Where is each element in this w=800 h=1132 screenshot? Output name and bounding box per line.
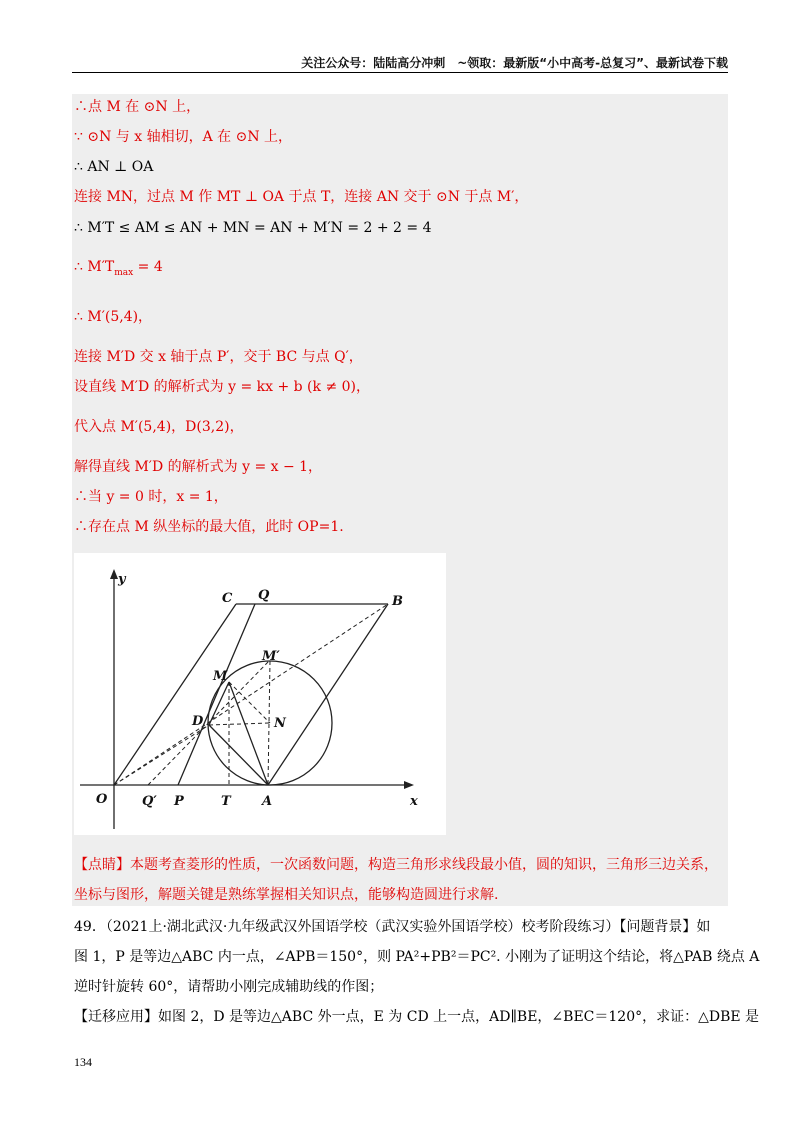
header-rule bbox=[72, 72, 728, 73]
solution-line-8: 连接 M′D 交 x 轴于点 P′，交于 BC 与点 Q′， bbox=[74, 349, 363, 365]
label-b: B bbox=[392, 594, 403, 609]
solution-line-7: ∴ M′(5,4)， bbox=[74, 309, 153, 325]
solution-line-6 bbox=[74, 258, 163, 282]
label-o: O bbox=[96, 792, 108, 807]
line-qp-mp bbox=[148, 660, 270, 785]
max-subscript: max bbox=[114, 267, 134, 278]
problem-line-1: 49．（2021上·湖北武汉·九年级武汉外国语学校（武汉实验外国语学校）校考阶段练习）【问题背景】如 bbox=[74, 919, 711, 935]
label-q: Q bbox=[258, 588, 270, 603]
geometry-figure bbox=[74, 553, 446, 835]
segment-mn bbox=[229, 682, 270, 723]
page-number: 134 bbox=[74, 1055, 92, 1069]
y-axis-arrow bbox=[110, 569, 118, 579]
rhombus-side-ba bbox=[268, 604, 388, 785]
segment-dn bbox=[209, 723, 270, 725]
x-axis-arrow bbox=[404, 781, 414, 789]
label-p: P bbox=[174, 794, 184, 809]
label-m: M bbox=[213, 669, 228, 684]
solution-line-3: ∴ AN ⊥ OA bbox=[74, 159, 154, 175]
segment-pq bbox=[178, 604, 255, 785]
label-t: T bbox=[221, 794, 231, 809]
comment-line-2: 坐标与图形，解题关键是熟练掌握相关知识点，能够构造圆进行求解. bbox=[74, 887, 499, 903]
label-n: N bbox=[274, 716, 286, 731]
problem-line-3: 逆时针旋转 60°，请帮助小刚完成辅助线的作图； bbox=[74, 979, 384, 995]
label-c: C bbox=[222, 591, 233, 606]
mt-max-value: = 4 bbox=[133, 259, 163, 275]
label-m-prime: M′ bbox=[262, 649, 280, 664]
segment-am bbox=[229, 682, 268, 785]
solution-line-9: 设直线 M′D 的解析式为 y = kx + b (k ≠ 0)， bbox=[74, 379, 370, 395]
solution-line-1: ∴点 M 在 ⊙N 上， bbox=[74, 99, 201, 115]
solution-line-4: 连接 MN，过点 M 作 MT ⊥ OA 于点 T，连接 AN 交于 ⊙N 于点 M′， bbox=[74, 189, 529, 205]
solution-line-10: 代入点 M′(5,4)，D(3,2)， bbox=[74, 419, 244, 435]
solution-line-11: 解得直线 M′D 的解析式为 y = x − 1， bbox=[74, 459, 323, 475]
segment-od bbox=[114, 725, 209, 785]
solution-line-13: ∴存在点 M 纵坐标的最大值，此时 OP=1. bbox=[74, 519, 344, 535]
problem-line-4: 【迁移应用】如图 2，D 是等边△ABC 外一点，E 为 CD 上一点，AD∥BE，∠BEC＝120°，求证：△DBE 是 bbox=[74, 1009, 760, 1025]
label-q-prime: Q′ bbox=[142, 794, 157, 809]
comment-line-1: 【点睛】本题考查菱形的性质，一次函数问题，构造三角形求线段最小值，圆的知识，三角形三边关系， bbox=[74, 857, 718, 873]
solution-line-12: ∴当 y = 0 时，x = 1， bbox=[74, 489, 228, 505]
diagonal-ob bbox=[114, 604, 388, 785]
label-y: y bbox=[118, 572, 126, 587]
geometry-diagram bbox=[74, 553, 446, 835]
problem-line-2: 图 1，P 是等边△ABC 内一点，∠APB＝150°，则 PA²+PB²＝PC². 小刚为了证明这个结论，将△PAB 绕点 A bbox=[74, 949, 760, 965]
solution-line-2: ∵ ⊙N 与 x 轴相切，A 在 ⊙N 上， bbox=[74, 129, 293, 145]
page-header: 关注公众号：陆陆高分冲刺 ~领取：最新版“小中高考-总复习”、最新试卷下载 bbox=[301, 56, 728, 70]
label-a: A bbox=[262, 794, 273, 809]
solution-line-5: ∴ M′T ≤ AM ≤ AN + MN = AN + M′N = 2 + 2 = 4 bbox=[74, 220, 432, 236]
label-d: D bbox=[192, 714, 204, 729]
mt-max-label: ∴ M′T bbox=[74, 259, 115, 275]
label-x: x bbox=[410, 794, 418, 809]
